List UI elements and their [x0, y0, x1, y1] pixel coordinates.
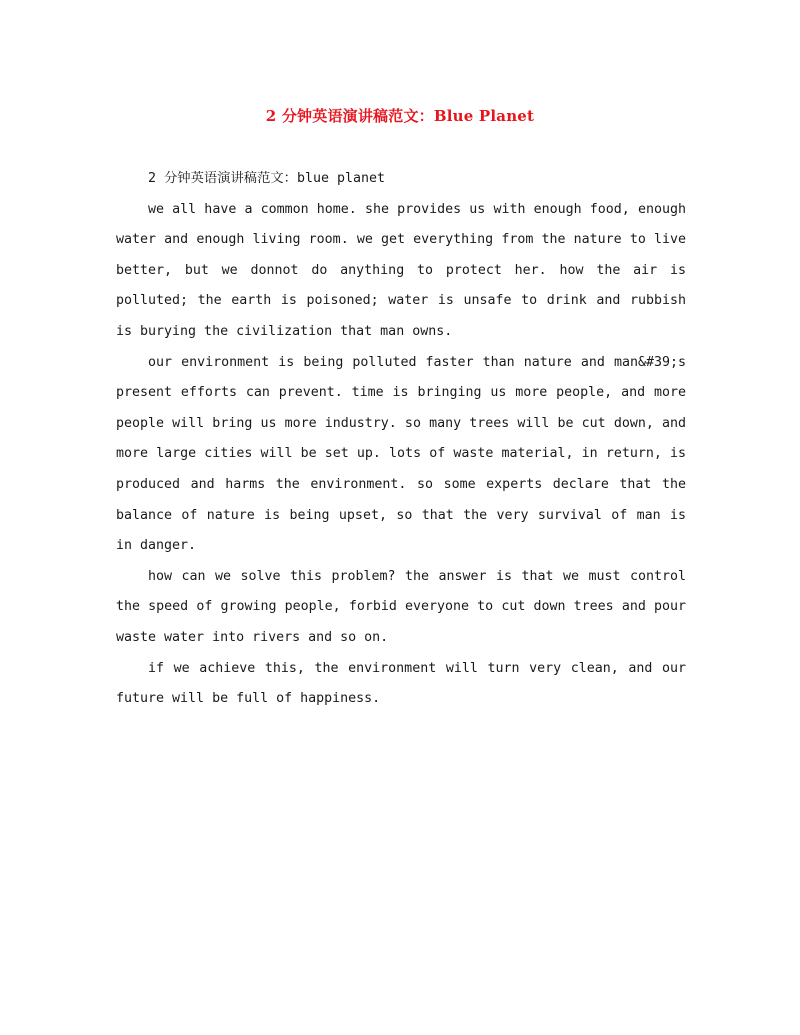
paragraph-3: how can we solve this problem? the answer is that we must control the speed of growing people, forbid everyone to cut down trees and pour waste water into rivers and so on. — [116, 568, 686, 645]
paragraph-1: we all have a common home. she provides us with enough food, enough water and enough living room. we get everything from the nature to live better, but we donnot do anything to protect her. how the air is polluted; the earth is poisoned; water is unsafe to drink and rubbish is burying the civilization that man owns. — [116, 201, 686, 339]
paragraph-2: our environment is being polluted faster than nature and man&#39;s present efforts can prevent. time is bringing us more people, and more people will bring us more industry. so many trees will be cut down, and more large cities will be set up. lots of waste material, in return, is produced and harms the environment. so some experts declare that the balance of nature is being upset, so that the very survival of man is in danger. — [116, 354, 686, 554]
document-subtitle: 2 分钟英语演讲稿范文：blue planet — [148, 171, 386, 186]
paragraph-4: if we achieve this, the environment will turn very clean, and our future will be full of happiness. — [116, 660, 686, 707]
document-title: 2 分钟英语演讲稿范文：Blue Planet — [265, 107, 535, 125]
document-body — [116, 164, 686, 715]
